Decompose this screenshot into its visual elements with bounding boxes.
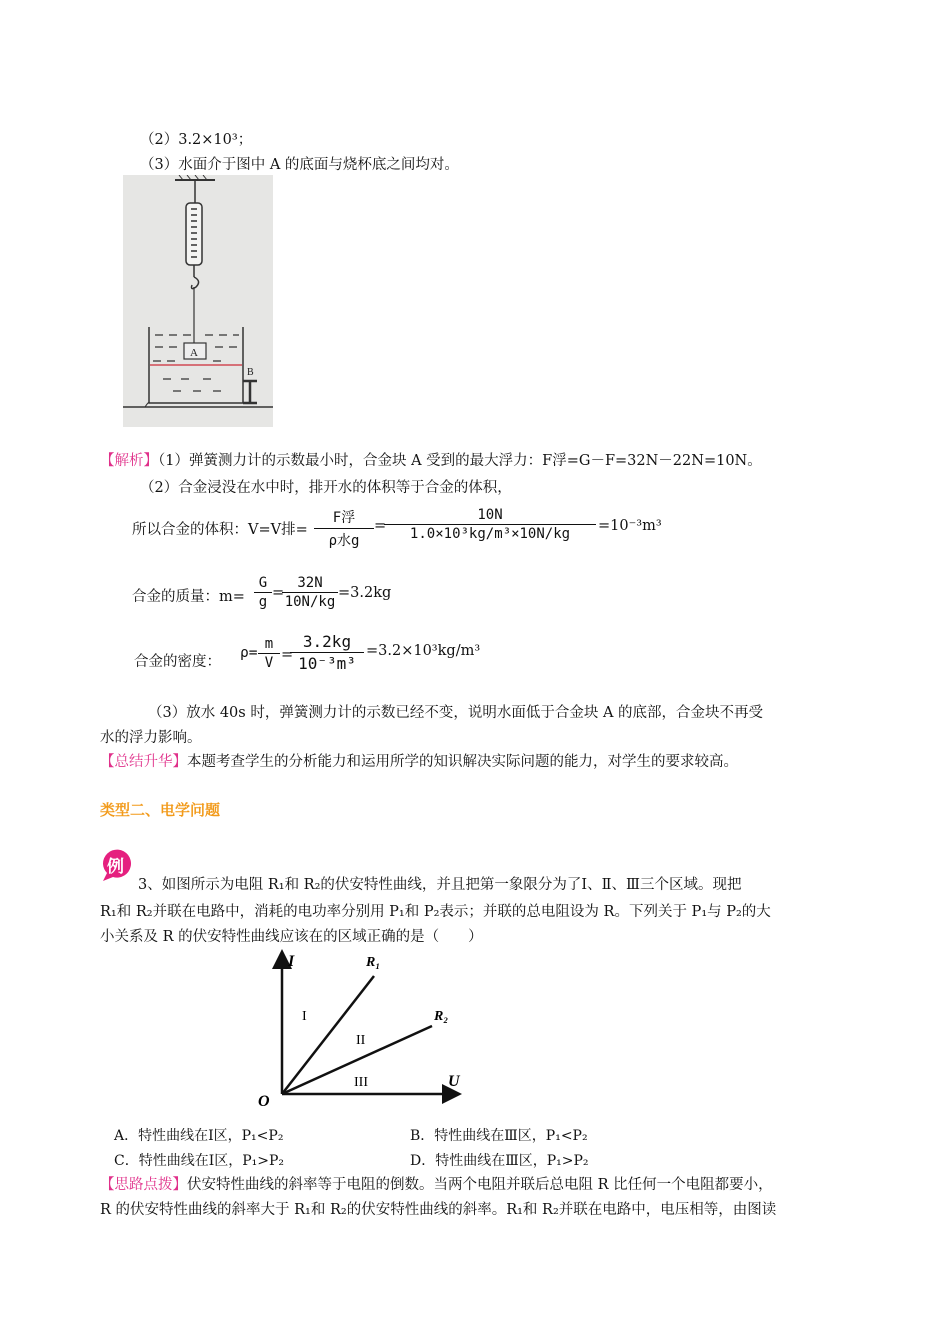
volume-fraction-1 xyxy=(314,507,374,550)
example-line-2: R₁和 R₂并联在电路中，消耗的电功率分别用 P₁和 P₂表示；并联的总电阻设为 R。下列关于 P₁与 P₂的大 xyxy=(100,904,771,920)
iv-graph xyxy=(252,944,472,1112)
volume-fraction-2 xyxy=(384,507,596,542)
mass-fraction-2-num: 32N xyxy=(282,575,338,593)
analysis-line-3b: 水的浮力影响。 xyxy=(100,730,202,746)
example-line-1: 3、如图所示为电阻 R₁和 R₂的伏安特性曲线，并且把第一象限分为了Ⅰ、Ⅱ、Ⅲ三个区域。现把 xyxy=(138,877,742,893)
answer-part-3: （3）水面介于图中 A 的底面与烧杯底之间均对。 xyxy=(140,157,459,173)
analysis-tag: 【解析】 xyxy=(100,453,158,469)
y-axis-label: I xyxy=(288,953,295,970)
mass-prefix: 合金的质量：m= xyxy=(132,589,245,605)
x-axis-label: U xyxy=(448,1073,460,1090)
volume-result: =10⁻³m³ xyxy=(598,518,662,534)
summary-line xyxy=(100,750,738,771)
volume-eq: = xyxy=(374,518,387,534)
mass-fraction-1-den: g xyxy=(258,594,268,610)
block-label: A xyxy=(190,347,198,359)
example-line-3: 小关系及 R 的伏安特性曲线应该在的区域正确的是（ ） xyxy=(100,929,483,945)
section-title: 类型二、电学问题 xyxy=(100,801,221,819)
summary-text: 本题考查学生的分析能力和运用所学的知识解决实际问题的能力，对学生的要求较高。 xyxy=(187,754,738,770)
example-badge xyxy=(97,846,135,882)
hint-text-1: 伏安特性曲线的斜率等于电阻的倒数。当两个电阻并联后总电阻 R 比任何一个电阻都要小， xyxy=(187,1177,773,1193)
volume-fraction-2-den: 1.0×10³kg/m³×10N/kg xyxy=(409,526,571,542)
mass-fraction-2 xyxy=(282,575,338,610)
r2-label: R₂ xyxy=(434,1009,449,1024)
answer-part-2: （2）3.2×10³； xyxy=(140,132,253,148)
density-fraction-1-num: m xyxy=(258,636,280,654)
hint-line-1 xyxy=(100,1173,773,1194)
density-eq: = xyxy=(281,647,294,663)
spring-scale-figure xyxy=(123,175,273,427)
analysis-line-3a: （3）放水 40s 时，弹簧测力计的示数已经不变，说明水面低于合金块 A 的底部，合金块不再受 xyxy=(148,705,764,721)
volume-prefix: 所以合金的体积：V=V排= xyxy=(132,522,308,538)
density-fraction-1-den: V xyxy=(264,655,274,671)
option-d: D．特性曲线在Ⅲ区，P₁>P₂ xyxy=(410,1153,589,1169)
mass-fraction-1-num: G xyxy=(254,575,272,593)
analysis-line-1 xyxy=(100,449,762,470)
stand-label: B xyxy=(247,367,254,378)
volume-fraction-1-den: ρ水g xyxy=(328,533,360,549)
density-fraction-1 xyxy=(258,636,280,671)
mass-fraction-2-den: 10N/kg xyxy=(284,594,336,610)
summary-tag: 【总结升华】 xyxy=(100,754,187,770)
volume-fraction-2-num: 10N xyxy=(384,507,596,525)
mass-fraction-1 xyxy=(254,575,272,610)
hint-tag: 【思路点拨】 xyxy=(100,1177,187,1193)
mass-eq: = xyxy=(272,585,285,601)
option-b: B．特性曲线在Ⅲ区，P₁<P₂ xyxy=(410,1128,588,1144)
region-3-label: III xyxy=(354,1075,368,1090)
region-2-label: II xyxy=(356,1033,366,1048)
hint-line-2: R 的伏安特性曲线的斜率大于 R₁和 R₂的伏安特性曲线的斜率。R₁和 R₂并联在电路中，电压相等，由图读 xyxy=(100,1202,777,1218)
density-fraction-2-den: 10⁻³m³ xyxy=(298,654,356,673)
option-a: A．特性曲线在Ⅰ区，P₁<P₂ xyxy=(114,1128,284,1144)
density-fraction-2 xyxy=(290,632,364,673)
iv-graph-svg xyxy=(252,944,472,1112)
density-result: =3.2×10³kg/m³ xyxy=(366,643,481,659)
mass-result: =3.2kg xyxy=(338,585,392,601)
option-c: C．特性曲线在Ⅰ区，P₁>P₂ xyxy=(114,1153,285,1169)
density-rho: ρ= xyxy=(240,645,258,661)
r1-label: R₁ xyxy=(366,955,381,970)
region-1-label: I xyxy=(302,1009,307,1024)
density-prefix: 合金的密度： xyxy=(134,654,221,670)
example-badge-text: 例 xyxy=(107,857,124,877)
analysis-text-1: （1）弹簧测力计的示数最小时，合金块 A 受到的最大浮力：F浮=G－F=32N－22N=10N。 xyxy=(158,453,762,469)
volume-fraction-1-num: F浮 xyxy=(314,507,374,529)
analysis-line-2: （2）合金浸没在水中时，排开水的体积等于合金的体积， xyxy=(140,480,512,496)
origin-label: O xyxy=(258,1093,270,1110)
spring-scale-diagram xyxy=(123,175,273,427)
density-fraction-2-num: 3.2kg xyxy=(290,632,364,653)
